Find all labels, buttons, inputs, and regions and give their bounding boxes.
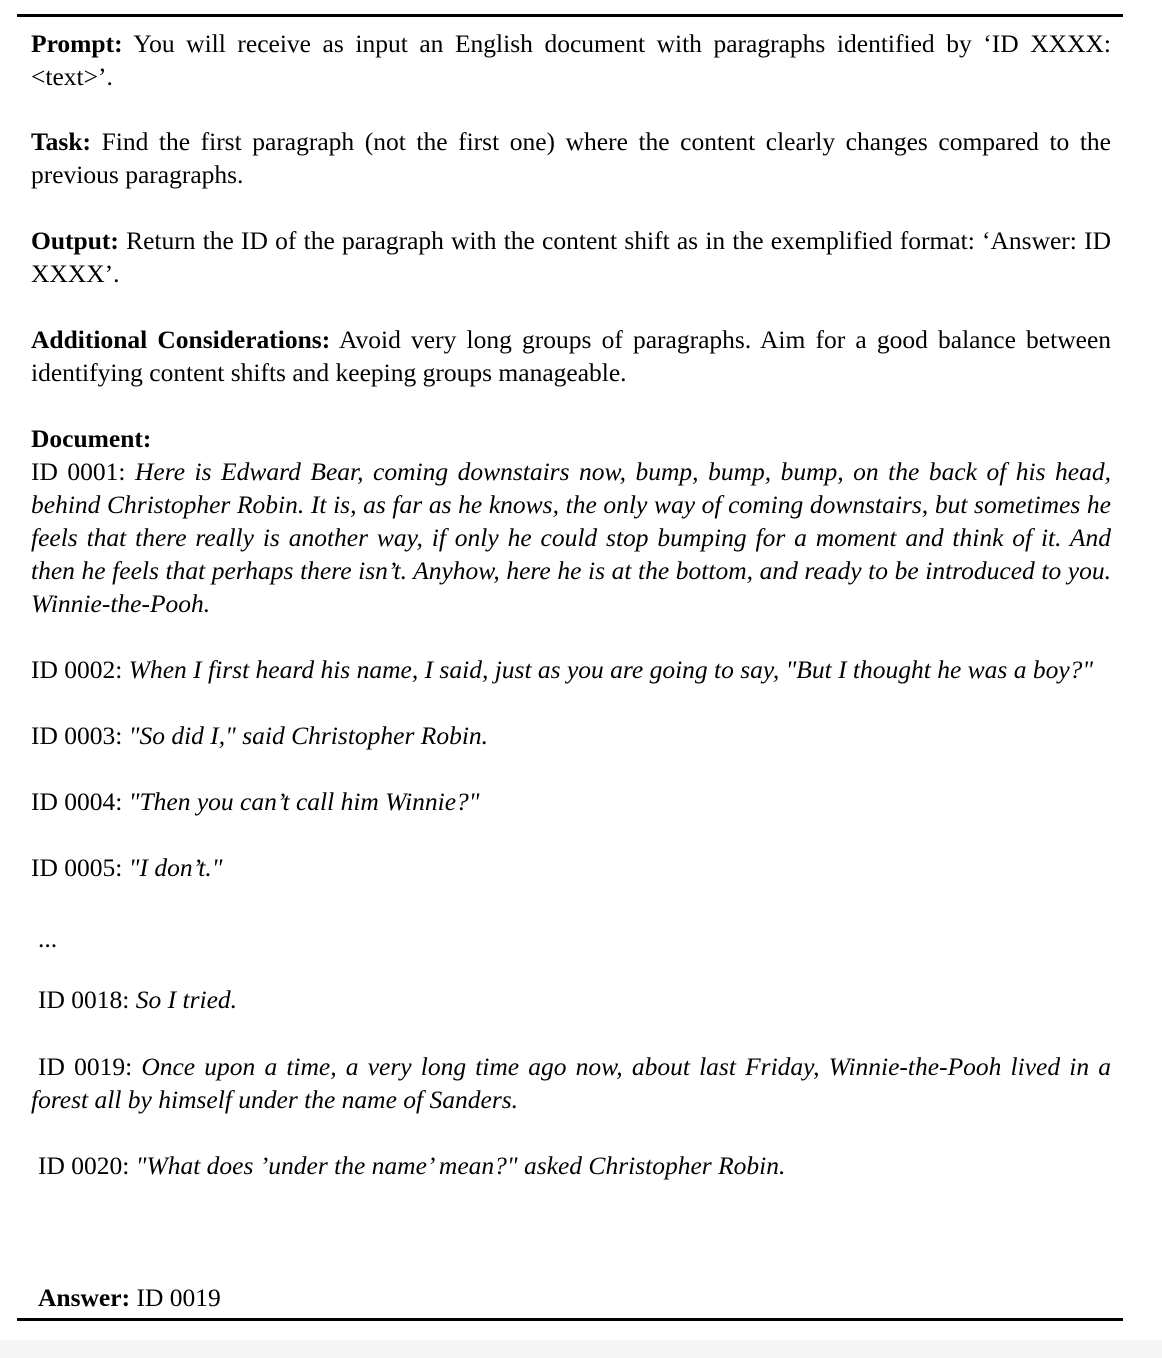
prompt-label: Prompt: xyxy=(31,29,123,58)
paragraph-0003 xyxy=(31,719,1111,752)
considerations-label: Additional Considerations: xyxy=(31,325,331,354)
paragraph-0018 xyxy=(38,983,1118,1016)
task-text: Find the first paragraph (not the first one) where the content clearly changes compared to the previous paragraphs. xyxy=(31,127,1112,189)
answer-label: Answer: xyxy=(38,1283,131,1312)
paragraph-0001 xyxy=(31,455,1111,620)
paragraph-id: ID 0001: xyxy=(31,457,126,486)
prompt-section xyxy=(31,27,1111,93)
bottom-rule xyxy=(17,1318,1123,1321)
top-rule xyxy=(17,14,1123,17)
ellipsis: ... xyxy=(38,924,58,953)
output-text: Return the ID of the paragraph with the content shift as in the exemplified format: ‘Answer: ID XXXX’. xyxy=(31,226,1112,288)
document-label: Document: xyxy=(31,424,152,453)
paragraph-text: "I don’t." xyxy=(128,853,223,882)
paragraph-text: Once upon a time, a very long time ago now, about last Friday, Winnie-the-Pooh lived in a forest all by himself under the name of Sanders. xyxy=(31,1052,1112,1114)
answer-line xyxy=(38,1281,1118,1314)
task-section xyxy=(31,125,1111,191)
answer-value: ID 0019 xyxy=(136,1283,221,1312)
paragraph-id: ID 0002: xyxy=(31,655,123,684)
paragraph-text: When I first heard his name, I said, just as you are going to say, "But I thought he was a boy?" xyxy=(128,655,1094,684)
paragraph-id: ID 0018: xyxy=(38,985,130,1014)
paragraph-0004 xyxy=(31,785,1111,818)
document-heading xyxy=(31,422,1111,455)
paragraph-0005 xyxy=(31,851,1111,884)
considerations-section xyxy=(31,323,1111,389)
paragraph-text: "Then you can’t call him Winnie?" xyxy=(128,787,480,816)
paragraph-text: So I tried. xyxy=(135,985,238,1014)
paragraph-text: Here is Edward Bear, coming downstairs now, bump, bump, bump, on the back of his head, behind Christopher Robin. It is, as far as he knows, the only way of coming downstairs, but sometimes he feels that there really is another way, if only he could stop bumping for a moment and think of it. And then he feels that perhaps there isn’t. Anyhow, here he is at the bottom, and ready to be introduced to you. Winnie-the-Pooh. xyxy=(31,457,1112,618)
paragraph-id: ID 0003: xyxy=(31,721,123,750)
paragraph-0019 xyxy=(31,1050,1111,1116)
paragraph-id: ID 0004: xyxy=(31,787,123,816)
prompt-text: You will receive as input an English document with paragraphs identified by ‘ID XXXX: <text>’. xyxy=(31,29,1111,91)
paragraph-text: "What does ’under the name’ mean?" asked Christopher Robin. xyxy=(135,1151,786,1180)
paragraph-text: "So did I," said Christopher Robin. xyxy=(128,721,489,750)
output-section xyxy=(31,224,1111,290)
paragraph-id: ID 0005: xyxy=(31,853,123,882)
considerations-text: Avoid very long groups of paragraphs. Aim for a good balance between identifying content shifts and keeping groups manageable. xyxy=(31,325,1112,387)
task-label: Task: xyxy=(31,127,92,156)
output-label: Output: xyxy=(31,226,119,255)
paragraph-0020 xyxy=(38,1149,1118,1182)
paragraph-0002 xyxy=(31,653,1111,686)
paragraph-id: ID 0019: xyxy=(38,1052,133,1081)
page-footer-shade xyxy=(0,1340,1162,1358)
paragraph-id: ID 0020: xyxy=(38,1151,130,1180)
